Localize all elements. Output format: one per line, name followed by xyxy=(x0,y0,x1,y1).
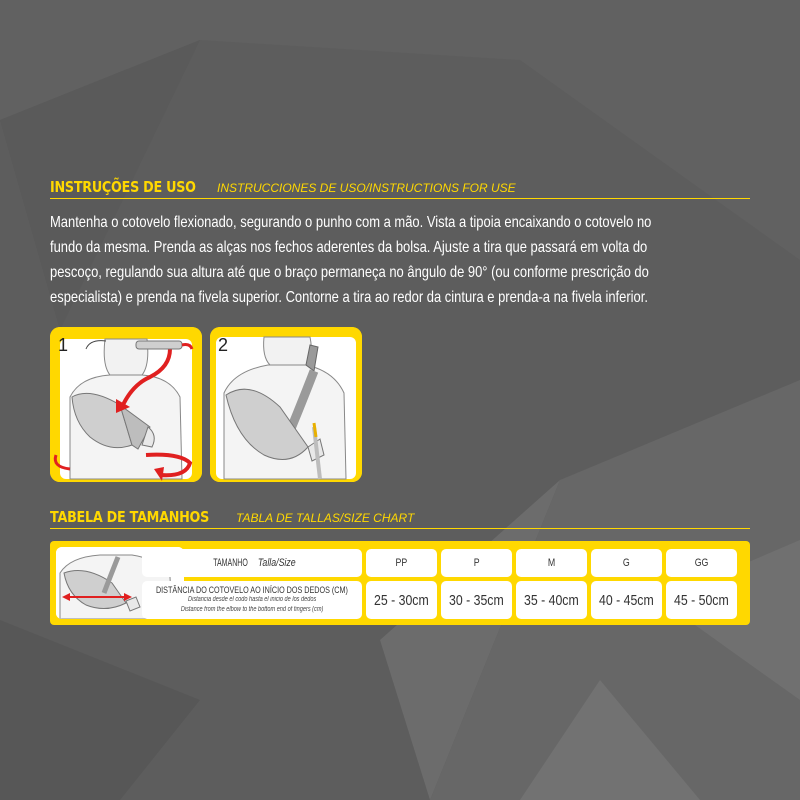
size-label-cell xyxy=(142,549,362,577)
measure-label-en: Distance from the elbow to the bottom end of fingers (cm) xyxy=(180,606,324,613)
instructions-line: especialista) e prenda na fivela superior. Contorne a tira ao redor da cintura e prenda-a na fivela inferior. xyxy=(50,289,648,306)
step-1-illustration xyxy=(50,327,202,482)
size-label: TAMANHO xyxy=(212,557,248,569)
size-chart-table xyxy=(50,541,750,625)
sling-step-2-image xyxy=(210,327,362,482)
measure-label-es: Distancia desde el codo hasta el inicio de los dedos xyxy=(187,596,317,603)
instructions-text xyxy=(50,210,750,310)
size-range-g: 40 - 45cm xyxy=(591,581,662,619)
size-range-pp: 25 - 30cm xyxy=(366,581,437,619)
size-chart-subtitle: TABLA DE TALLAS/SIZE CHART xyxy=(236,511,415,525)
measure-label-cell xyxy=(142,581,362,619)
size-header-m: M xyxy=(516,549,587,577)
size-chart-title: TABELA DE TAMANHOS xyxy=(50,508,210,526)
size-label-alt: Talla/Size xyxy=(257,557,296,569)
instructions-line: fundo da mesma. Prenda as alças nos fechos aderentes da bolsa. Ajuste a tira que passará em volta do xyxy=(50,239,648,256)
size-header-pp: PP xyxy=(366,549,437,577)
size-header-g: G xyxy=(591,549,662,577)
step-2-illustration xyxy=(210,327,362,482)
size-range-gg: 45 - 50cm xyxy=(666,581,737,619)
step-number: 2 xyxy=(218,335,229,355)
step-number: 1 xyxy=(58,335,69,355)
size-header-p: P xyxy=(441,549,512,577)
instructions-title: INSTRUÇÕES DE USO xyxy=(50,178,196,196)
size-range-m: 35 - 40cm xyxy=(516,581,587,619)
sling-step-1-image xyxy=(50,327,202,482)
instructions-line: pescoço, regulando sua altura até que o braço permaneça no ângulo de 90° (ou conforme prescrição do xyxy=(50,264,649,281)
size-range-p: 30 - 35cm xyxy=(441,581,512,619)
instructions-header xyxy=(50,172,750,199)
size-chart-header xyxy=(50,502,750,529)
instructions-subtitle: INSTRUCCIONES DE USO/INSTRUCTIONS FOR USE xyxy=(217,181,516,195)
measure-label: DISTÂNCIA DO COTOVELO AO INÍCIO DOS DEDOS (CM) xyxy=(156,585,348,595)
size-header-gg: GG xyxy=(666,549,737,577)
instructions-line: Mantenha o cotovelo flexionado, segurando o punho com a mão. Vista a tipoia encaixando o cotovelo no xyxy=(50,214,652,231)
